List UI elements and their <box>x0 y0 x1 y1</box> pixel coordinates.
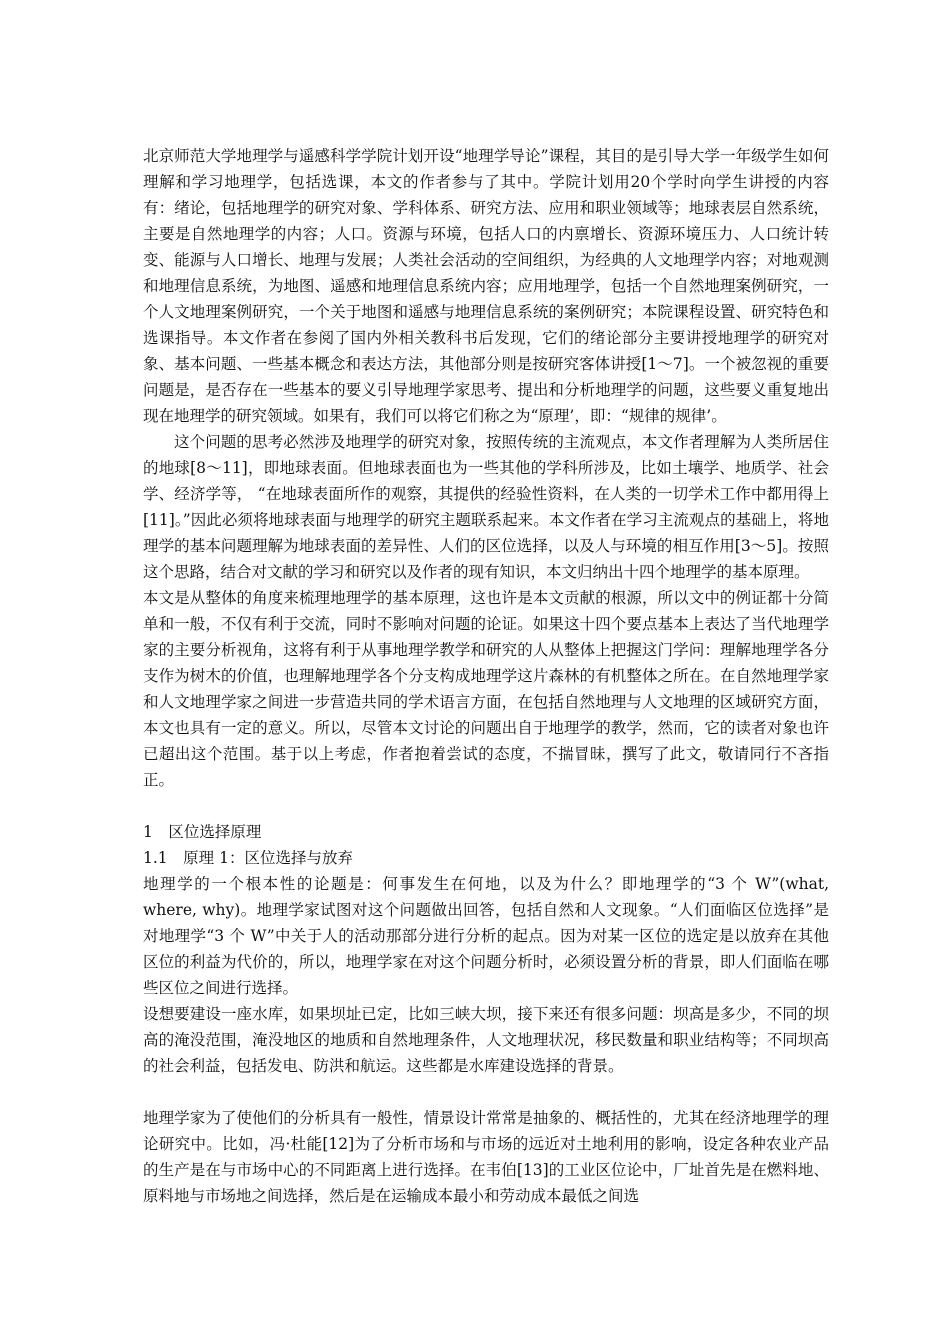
intro-paragraph: 北京师范大学地理学与遥感科学学院计划开设“地理学导论”课程，其目的是引导大学一年级学生如何理解和学习地理学，包括选课，本文的作者参与了其中。学院计划用20个学时向学生讲授的内容有：绪论，包括地理学的研究对象、学科体系、研究方法、应用和职业领域等；地球表层自然系统，主要是自然地理学的内容；人口。资源与环境，包括人口的内禀增长、资源环境压力、人口统计转变、能源与人口增长、地理与发展；人类社会活动的空间组织，为经典的人文地理学内容；对地观测和地理信息系统，为地图、遥感和地理信息系统内容；应用地理学，包括一个自然地理案例研究，一个人文地理案例研究，一个关于地图和遥感与地理信息系统的案例研究；本院课程设置、研究特色和选课指导。本文作者在参阅了国内外相关教科书后发现，它们的绪论部分主要讲授地理学的研究对象、基本问题、一些基本概念和表达方法，其他部分则是按研究客体讲授[1～7]。一个被忽视的重要问题是，是否存在一些基本的要义引导地理学家思考、提出和分析地理学的问题，这些要义重复地出现在地理学的研究领域。如果有，我们可以将它们称之为“原理’，即：“规律的规律’。 <box>143 147 829 425</box>
contribution-paragraph: 本文是从整体的角度来梳理地理学的基本原理，这也许是本文贡献的根源，所以文中的例证都十分简单和一般，不仅有利于交流，同时不影响对问题的论证。如果这十四个要点基本上表达了当代地理学家的主要分析视角，这将有利于从事地理学教学和研究的人从整体上把握这门学问：理解地理学各分支作为树木的价值，也理解地理学各个分支构成地理学这片森林的有机整体之所在。在自然地理学家和人文地理学家之间进一步营造共同的学术语言方面，在包括自然地理与人文地理的区域研究方面，本文也具有一定的意义。所以，尽管本文讨论的问题出自于地理学的教学，然而，它的读者对象也许已超出这个范围。基于以上考虑，作者抱着尝试的态度，不揣冒昧，撰写了此文，敬请同行不吝指正。 <box>143 589 829 789</box>
three-w-paragraph: 地理学的一个根本性的论题是：何事发生在何地，以及为什么？即地理学的“3 个 W”(what, where, why)。地理学家试图对这个问题做出回答，包括自然和人文现象。“人们面临区位选择”是对地理学“3 个 W”中关于人的活动那部分进行分析的起点。因为对某一区位的选定是以放弃在其他区位的利益为代价的，所以，地理学家在对这个问题分析时，必须设置分析的背景，即人们面临在哪些区位之间进行选择。 <box>143 875 829 997</box>
spacer <box>143 1079 829 1105</box>
document-body <box>143 143 829 1209</box>
research-object-paragraph: 这个问题的思考必然涉及地理学的研究对象，按照传统的主流观点，本文作者理解为人类所居住的地球[8～11]，即地球表面。但地球表面也为一些其他的学科所涉及，比如土壤学、地质学、社会学、经济学等， “在地球表面所作的观察，其提供的经验性资料，在人类的一切学术工作中都用得上[11]。”因此必须将地球表面与地理学的研究主题联系起来。本文作者在学习主流观点的基础上，将地理学的基本问题理解为地球表面的差异性、人们的区位选择，以及人与环境的相互作用[3～5]。按照这个思路，结合对文献的学习和研究以及作者的现有知识，本文归纳出十四个地理学的基本原理。 <box>143 433 829 581</box>
spacer <box>143 793 829 819</box>
location-theory-paragraph: 地理学家为了使他们的分析具有一般性，情景设计常常是抽象的、概括性的，尤其在经济地理学的理论研究中。比如，冯·杜能[12]为了分析市场和与市场的远近对土地利用的影响，设定各种农业产品的生产是在与市场中心的不同距离上进行选择。在韦伯[13]的工业区位论中，厂址首先是在燃料地、原料地与市场地之间选择，然后是在运输成本最小和劳动成本最低之间选 <box>143 1109 829 1205</box>
section-heading: 1 区位选择原理 <box>143 823 262 841</box>
subsection-heading: 1.1 原理 1：区位选择与放弃 <box>143 849 353 867</box>
reservoir-paragraph: 设想要建设一座水库，如果坝址已定，比如三峡大坝，接下来还有很多问题：坝高是多少，不同的坝高的淹没范围，淹没地区的地质和自然地理条件，人文地理状况，移民数量和职业结构等；不同坝高的社会利益，包括发电、防洪和航运。这些都是水库建设选择的背景。 <box>143 1005 829 1075</box>
